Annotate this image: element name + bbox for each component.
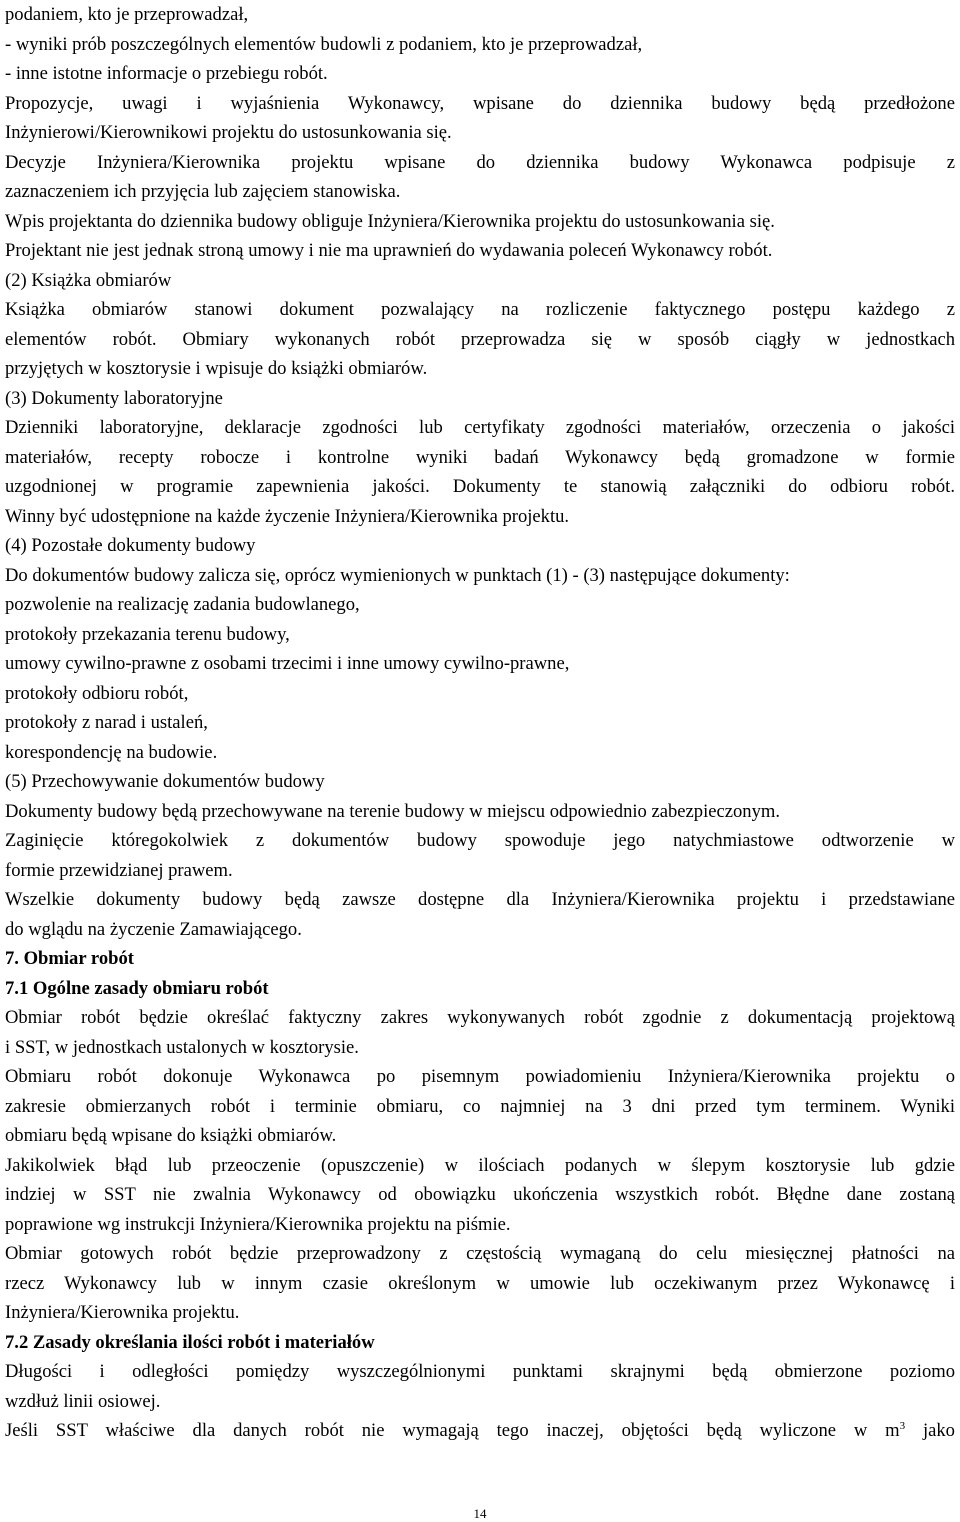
text-line: rzecz Wykonawcy lub w innym czasie określonym w umowie lub oczekiwanym przez Wykonawcę i	[5, 1272, 955, 1294]
text-line: obmiaru będą wpisane do książki obmiarów.	[5, 1125, 337, 1146]
section-heading: 7. Obmiar robót	[5, 948, 134, 969]
text-line: Projektant nie jest jednak stroną umowy i nie ma uprawnień do wydawania poleceń Wykonawcy robót.	[5, 240, 773, 261]
text-line: indziej w SST nie zwalnia Wykonawcy od obowiązku ukończenia wszystkich robót. Błędne dane zostaną	[5, 1184, 955, 1205]
text-line: elementów robót. Obmiary wykonanych robót przeprowadza się w sposób ciągły w jednostkach	[5, 328, 955, 350]
text-line: formie przewidzianej prawem.	[5, 859, 233, 881]
text-line: Winny być udostępnione na każde życzenie Inżyniera/Kierownika projektu.	[5, 505, 570, 527]
text-line: poprawione wg instrukcji Inżyniera/Kierownika projektu na piśmie.	[5, 1213, 511, 1235]
text-line: zaznaczeniem ich przyjęcia lub zajęciem stanowiska.	[5, 181, 401, 202]
text-line: wzdłuż linii osiowej.	[5, 1390, 161, 1412]
text-line: do wglądu na życzenie Zamawiającego.	[5, 918, 302, 940]
cubic-superscript: 3	[899, 1419, 906, 1432]
text-line: Dokumenty budowy będą przechowywane na terenie budowy w miejscu odpowiednio zabezpieczonym.	[5, 800, 781, 822]
section-heading: 7.2 Zasady określania ilości robót i materiałów	[5, 1331, 375, 1353]
text-line: Zaginięcie któregokolwiek z dokumentów budowy spowoduje jego natychmiastowe odtworzenie w	[5, 830, 955, 851]
text-line: Obmiar robót będzie określać faktyczny zakres wykonywanych robót zgodnie z dokumentacją projektową	[5, 1007, 955, 1028]
text-line: - wyniki prób poszczególnych elementów budowli z podaniem, kto je przeprowadzał,	[5, 33, 643, 55]
text-line: podaniem, kto je przeprowadzał,	[5, 4, 249, 25]
text-line: (5) Przechowywanie dokumentów budowy	[5, 771, 325, 792]
text-line: Decyzje Inżyniera/Kierownika projektu wpisane do dziennika budowy Wykonawca podpisuje z	[5, 151, 955, 173]
text-line: umowy cywilno-prawne z osobami trzecimi i inne umowy cywilno-prawne,	[5, 653, 570, 674]
document-page	[5, 0, 955, 1446]
text-line: (3) Dokumenty laboratoryjne	[5, 387, 223, 409]
text-line: Do dokumentów budowy zalicza się, oprócz wymienionych w punktach (1) - (3) następujące dokumenty:	[5, 564, 790, 586]
page-number: 14	[473, 1506, 487, 1521]
text-line: uzgodnionej w programie zapewnienia jakości. Dokumenty te stanowią załączniki do odbioru robót.	[5, 476, 955, 497]
text-line: Obmiar gotowych robót będzie przeprowadzony z częstością wymaganą do celu miesięcznej płatności na	[5, 1243, 955, 1264]
text-line: pozwolenie na realizację zadania budowlanego,	[5, 594, 360, 615]
text-line: Propozycje, uwagi i wyjaśnienia Wykonawcy, wpisane do dziennika budowy będą przedłożone	[5, 92, 955, 114]
text-line: i SST, w jednostkach ustalonych w kosztorysie.	[5, 1036, 359, 1058]
text-line: - inne istotne informacje o przebiegu robót.	[5, 63, 328, 84]
text-line: Inżynierowi/Kierownikowi projektu do ustosunkowania się.	[5, 122, 452, 143]
last-line-text: Jeśli SST właściwe dla danych robót nie wymagają tego inaczej, objętości będą wyliczone w m	[5, 1420, 900, 1441]
text-line: Jakikolwiek błąd lub przeoczenie (opuszczenie) w ilościach podanych w ślepym kosztorysie lub gdzie	[5, 1154, 955, 1176]
text-line: (2) Książka obmiarów	[5, 269, 172, 291]
text-line: (4) Pozostałe dokumenty budowy	[5, 535, 256, 556]
last-line-tail: jako	[905, 1420, 955, 1441]
text-line: przyjętych w kosztorysie i wpisuje do książki obmiarów.	[5, 358, 428, 379]
text-line: Wpis projektanta do dziennika budowy obliguje Inżyniera/Kierownika projektu do ustosunkowania się.	[5, 210, 775, 232]
text-line: Książka obmiarów stanowi dokument pozwalający na rozliczenie faktycznego postępu każdego z	[5, 299, 955, 320]
text-line: protokoły z narad i ustaleń,	[5, 712, 208, 733]
last-text-line	[5, 1416, 955, 1446]
text-line: protokoły odbioru robót,	[5, 682, 189, 704]
text-line: Wszelkie dokumenty budowy będą zawsze dostępne dla Inżyniera/Kierownika projektu i przedstawiane	[5, 889, 955, 910]
text-line: zakresie obmierzanych robót i terminie obmiaru, co najmniej na 3 dni przed tym terminem. Wyniki	[5, 1095, 955, 1117]
section-heading: 7.1 Ogólne zasady obmiaru robót	[5, 977, 269, 999]
text-line: korespondencję na budowie.	[5, 741, 218, 763]
text-line: Długości i odległości pomiędzy wyszczególnionymi punktami skrajnymi będą obmierzone poziomo	[5, 1361, 955, 1382]
document-body	[5, 0, 955, 1416]
text-line: Dzienniki laboratoryjne, deklaracje zgodności lub certyfikaty zgodności materiałów, orzeczenia o jakości	[5, 417, 955, 438]
text-line: protokoły przekazania terenu budowy,	[5, 623, 290, 645]
text-line: materiałów, recepty robocze i kontrolne wyniki badań Wykonawcy będą gromadzone w formie	[5, 446, 955, 468]
text-line: Inżyniera/Kierownika projektu.	[5, 1302, 240, 1323]
text-line: Obmiaru robót dokonuje Wykonawca po pisemnym powiadomieniu Inżyniera/Kierownika projektu o	[5, 1066, 955, 1087]
